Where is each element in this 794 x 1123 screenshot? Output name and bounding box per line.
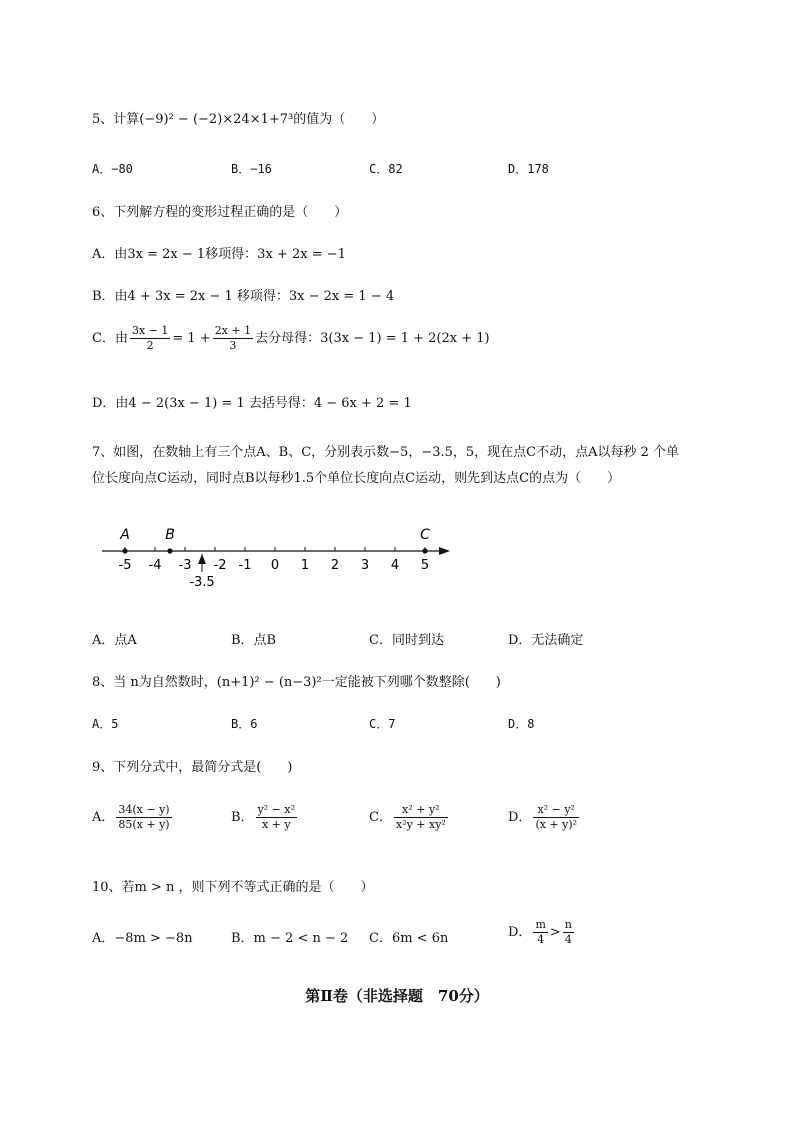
q8-option-d: D．8	[508, 717, 535, 731]
q5-option-a: A．−80	[92, 162, 133, 176]
q7-option-a: A．点A	[92, 633, 137, 648]
q10-option-b: B．m − 2 < n − 2	[231, 931, 349, 946]
point-c-dot	[422, 548, 427, 553]
q8-option-a: A．5	[92, 717, 119, 731]
point-b-dot	[167, 548, 172, 553]
q6-c-fraction-2: $\frac{2x + 1}{3}$	[214, 324, 252, 352]
q6-option-c: C．由 $\frac{3x - 1}{2}$ = 1 + $\frac{2x + 1}{3}$ 去分母得：3(3x − 1) = 1 + 2(2x + 1)	[92, 324, 490, 352]
q7-option-b: B．点B	[231, 633, 277, 648]
point-c-label: C	[420, 527, 430, 543]
q7-stem-line1: 7、如图，在数轴上有三个点A、B、C，分别表示数−5，−3.5，5，现在点C不动，点A以每秒 2 个单	[92, 445, 680, 460]
q7-stem-line2: 位长度向点C运动，同时点B以每秒1.5个单位长度向点C运动，则先到达点C的点为（ ）	[92, 471, 621, 486]
point-b-pointer-arrow	[198, 554, 206, 564]
number-line-tick-label: -2	[213, 558, 227, 573]
number-line-tick-label: 4	[390, 558, 400, 573]
q9-a-fraction: $\frac{34(x - y)}{85(x + y)}$	[118, 803, 170, 831]
q8-option-c: C．7	[369, 717, 396, 731]
q10-option-a: A．−8m > −8n	[92, 931, 193, 946]
q6-option-b: B．由4 + 3x = 2x − 1 移项得：3x − 2x = 1 − 4	[92, 289, 395, 304]
point-a-dot	[122, 548, 127, 553]
q7-option-d: D．无法确定	[508, 633, 584, 648]
q9-option-a: A． $\frac{34(x - y)}{85(x + y)}$	[92, 803, 170, 831]
number-line-tick-label: -3	[178, 558, 192, 573]
q5-option-d: D．178	[508, 162, 549, 176]
q9-c-fraction: $\frac{\text{x² + y²}}{\text{x²y + xy²}}$	[395, 803, 446, 831]
q10-stem: 10、若m > n ，则下列不等式正确的是（ ）	[92, 880, 374, 895]
q6-c-fraction-1: $\frac{3x - 1}{2}$	[131, 324, 169, 352]
q5-option-c: C．82	[369, 162, 403, 176]
q5-stem: 5、计算(−9)² − (−2)×24×1+7³的值为（ ）	[92, 112, 385, 127]
number-line-tick-label: 0	[270, 558, 280, 573]
number-line-tick-label: 5	[420, 558, 430, 573]
q6-stem: 6、下列解方程的变形过程正确的是（ ）	[92, 205, 348, 220]
number-line-tick-label: -5	[118, 558, 132, 573]
q8-option-b: B．6	[231, 717, 258, 731]
q10-option-c: C．6m < 6n	[369, 931, 449, 946]
q9-option-c: C． $\frac{\text{x² + y²}}{\text{x²y + xy²}}$	[369, 803, 446, 831]
point-b-label: B	[165, 527, 175, 543]
number-line-figure	[90, 520, 470, 600]
q8-stem: 8、当 n为自然数时，(n+1)² − (n−3)²一定能被下列哪个数整除( )	[92, 675, 501, 690]
number-line-tick-label: 2	[330, 558, 340, 573]
number-line-arrowhead	[439, 547, 450, 555]
q10-option-d: D． $\frac{m}{4}$ > $\frac{n}{4}$	[508, 918, 572, 946]
number-line-tick-label: -1	[238, 558, 252, 573]
q9-b-fraction: $\frac{\text{y² − x²}}{x + y}$	[257, 803, 296, 831]
q10-d-right-fraction: $\frac{n}{4}$	[564, 918, 572, 946]
q6-option-a: A．由3x = 2x − 1移项得：3x + 2x = −1	[92, 247, 346, 262]
q5-expression: (−9)² − (−2)×24×1+7³	[139, 112, 294, 127]
q5-option-b: B．−16	[231, 162, 272, 176]
q9-option-d: D． $\frac{\text{x² − y²}}{\text{(x + y)²}}$	[508, 803, 578, 831]
number-line-tick-label: 1	[300, 558, 310, 573]
q9-d-fraction: $\frac{\text{x² − y²}}{\text{(x + y)²}}$	[535, 803, 578, 831]
q6-option-d: D．由4 − 2(3x − 1) = 1 去括号得：4 − 6x + 2 = 1	[92, 396, 412, 411]
q9-stem: 9、下列分式中，最简分式是( )	[92, 760, 293, 775]
point-b-value-label: -3.5	[189, 575, 215, 590]
number-line-tick-label: 3	[360, 558, 370, 573]
number-line-tick-label: -4	[148, 558, 162, 573]
point-a-label: A	[120, 527, 130, 543]
q10-d-left-fraction: $\frac{m}{4}$	[535, 918, 546, 946]
section-title: 第Ⅱ卷（非选择题 70分）	[305, 987, 489, 1005]
q9-option-b: B． $\frac{\text{y² − x²}}{x + y}$	[231, 803, 296, 831]
q7-option-c: C．同时到达	[369, 633, 444, 648]
